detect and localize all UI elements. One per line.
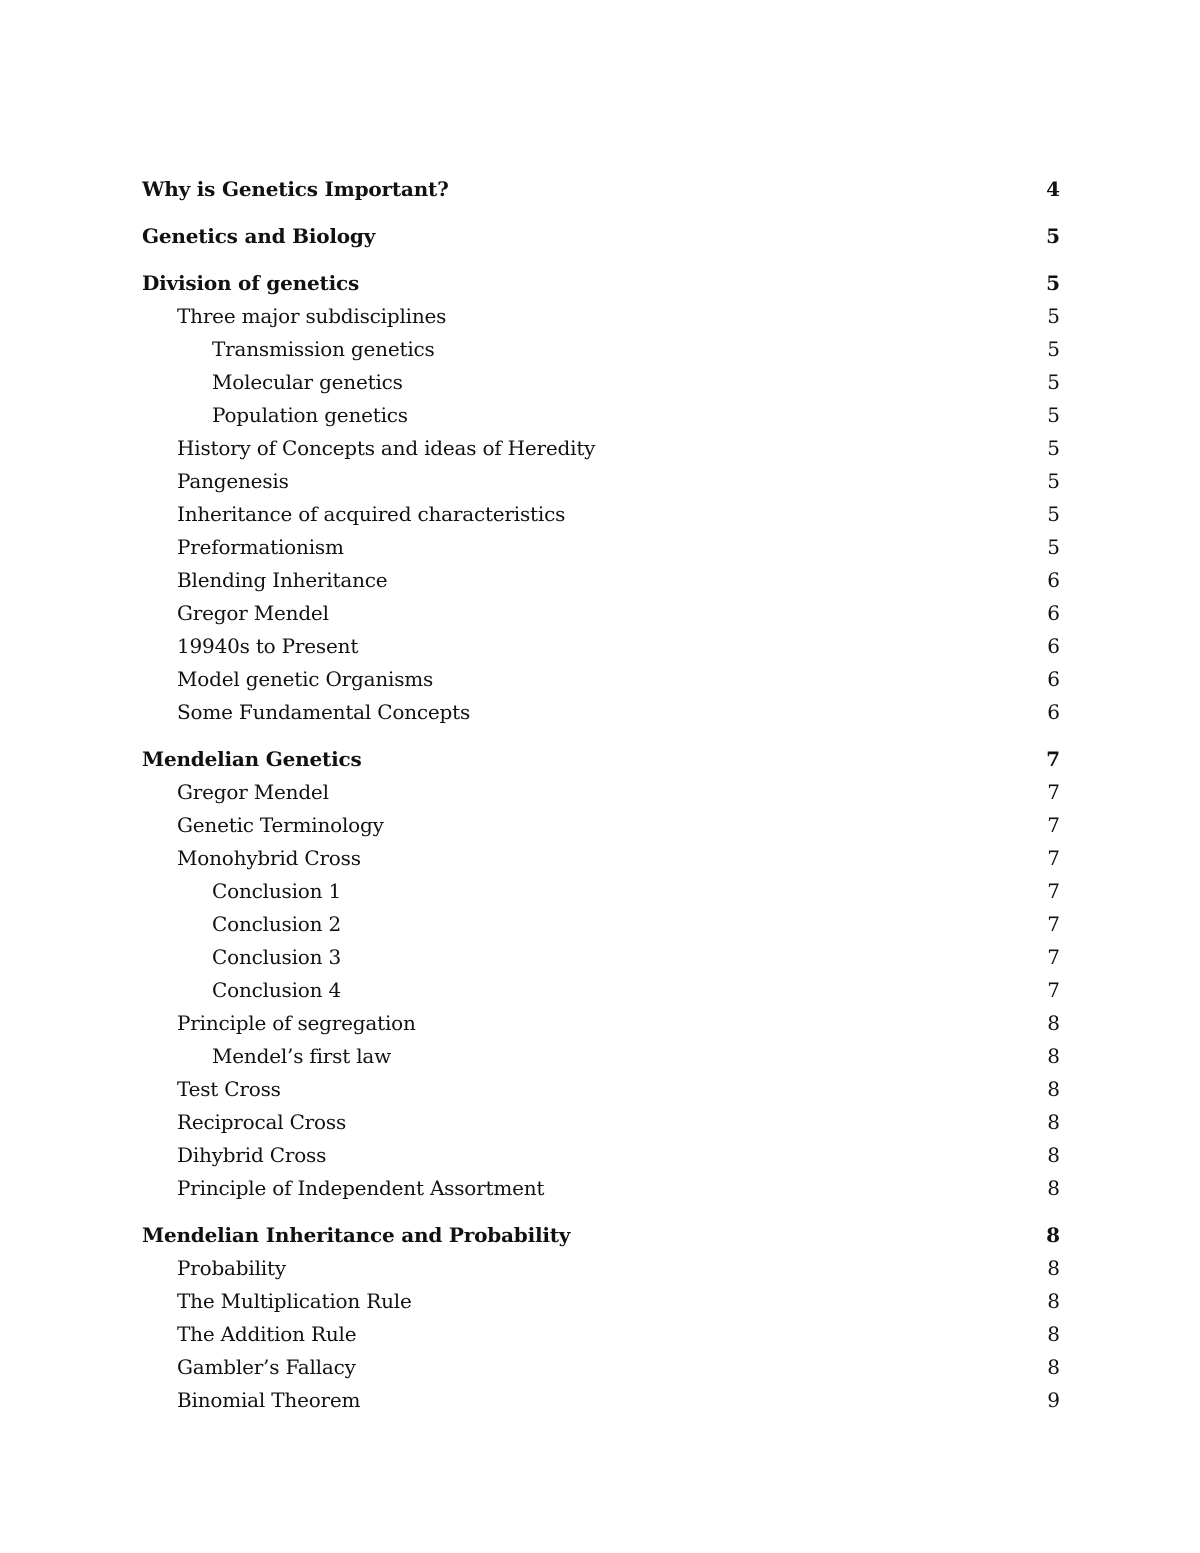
toc-entry-page-number: 4 [1046, 177, 1060, 201]
toc-entry[interactable] [142, 974, 1060, 1007]
toc-entry[interactable] [142, 465, 1060, 498]
toc-entry[interactable] [142, 1219, 1060, 1252]
toc-entry-title: Dihybrid Cross [177, 1143, 327, 1167]
toc-entry[interactable] [142, 1384, 1060, 1417]
toc-entry-page-number: 8 [1047, 1289, 1060, 1313]
toc-entry-page-number: 8 [1047, 1176, 1060, 1200]
toc-entry-title: Preformationism [177, 535, 344, 559]
toc-entry[interactable] [142, 432, 1060, 465]
toc-entry[interactable] [142, 809, 1060, 842]
toc-entry-page-number: 9 [1047, 1388, 1060, 1412]
toc-entry-page-number: 7 [1047, 846, 1060, 870]
toc-entry[interactable] [142, 564, 1060, 597]
toc-entry-page-number: 8 [1047, 1077, 1060, 1101]
toc-entry-page-number: 5 [1047, 535, 1060, 559]
toc-entry[interactable] [142, 1318, 1060, 1351]
toc-entry-page-number: 5 [1047, 337, 1060, 361]
toc-entry-title: Mendel’s first law [212, 1044, 392, 1068]
toc-entry[interactable] [142, 1007, 1060, 1040]
toc-entry-title: Why is Genetics Important? [142, 177, 449, 201]
toc-entry-page-number: 7 [1047, 945, 1060, 969]
toc-entry-page-number: 7 [1047, 780, 1060, 804]
toc-entry-page-number: 8 [1047, 1256, 1060, 1280]
toc-entry-page-number: 8 [1047, 1143, 1060, 1167]
toc-entry-page-number: 8 [1047, 1110, 1060, 1134]
toc-entry-title: Conclusion 2 [212, 912, 341, 936]
toc-entry[interactable] [142, 842, 1060, 875]
toc-entry-title: Monohybrid Cross [177, 846, 361, 870]
toc-entry-page-number: 7 [1047, 978, 1060, 1002]
toc-entry-title: Gregor Mendel [177, 601, 329, 625]
toc-entry[interactable] [142, 267, 1060, 300]
toc-entry-page-number: 5 [1046, 224, 1060, 248]
toc-entry[interactable] [142, 696, 1060, 729]
toc-entry-title: Pangenesis [177, 469, 289, 493]
toc-entry-page-number: 7 [1047, 813, 1060, 837]
toc-entry-title: Mendelian Inheritance and Probability [142, 1223, 571, 1247]
toc-entry-title: Gregor Mendel [177, 780, 329, 804]
toc-entry[interactable] [142, 1040, 1060, 1073]
toc-entry-title: Molecular genetics [212, 370, 403, 394]
toc-entry-page-number: 7 [1047, 879, 1060, 903]
toc-entry-page-number: 6 [1047, 568, 1060, 592]
toc-entry[interactable] [142, 531, 1060, 564]
toc-entry-page-number: 6 [1047, 700, 1060, 724]
toc-entry[interactable] [142, 1172, 1060, 1205]
toc-entry-title: Division of genetics [142, 271, 360, 295]
toc-entry-page-number: 5 [1047, 436, 1060, 460]
toc-entry-title: Binomial Theorem [177, 1388, 361, 1412]
toc-entry[interactable] [142, 220, 1060, 253]
toc-entry-page-number: 6 [1047, 601, 1060, 625]
toc-entry-title: History of Concepts and ideas of Heredity [177, 436, 596, 460]
toc-entry[interactable] [142, 498, 1060, 531]
toc-entry[interactable] [142, 399, 1060, 432]
toc-entry[interactable] [142, 173, 1060, 206]
toc-entry-page-number: 5 [1047, 370, 1060, 394]
toc-entry-title: Three major subdisciplines [177, 304, 447, 328]
toc-entry-page-number: 5 [1047, 304, 1060, 328]
toc-entry[interactable] [142, 776, 1060, 809]
toc-entry-title: Blending Inheritance [177, 568, 388, 592]
toc-entry-page-number: 5 [1046, 271, 1060, 295]
table-of-contents [142, 173, 1060, 1417]
toc-entry-title: Some Fundamental Concepts [177, 700, 471, 724]
toc-entry[interactable] [142, 1139, 1060, 1172]
toc-entry[interactable] [142, 333, 1060, 366]
toc-entry[interactable] [142, 597, 1060, 630]
toc-entry-page-number: 7 [1046, 747, 1060, 771]
toc-entry-page-number: 8 [1047, 1355, 1060, 1379]
toc-entry[interactable] [142, 1106, 1060, 1139]
toc-entry[interactable] [142, 908, 1060, 941]
toc-entry[interactable] [142, 1252, 1060, 1285]
toc-entry[interactable] [142, 1351, 1060, 1384]
toc-entry-title: The Multiplication Rule [177, 1289, 412, 1313]
toc-entry-title: The Addition Rule [177, 1322, 357, 1346]
toc-entry-page-number: 8 [1047, 1011, 1060, 1035]
toc-entry-title: Genetic Terminology [177, 813, 384, 837]
toc-entry-title: Test Cross [177, 1077, 281, 1101]
toc-entry[interactable] [142, 300, 1060, 333]
toc-entry-page-number: 7 [1047, 912, 1060, 936]
toc-entry[interactable] [142, 630, 1060, 663]
toc-entry-page-number: 5 [1047, 502, 1060, 526]
toc-entry-title: Principle of Independent Assortment [177, 1176, 545, 1200]
toc-entry-title: Inheritance of acquired characteristics [177, 502, 566, 526]
toc-entry[interactable] [142, 366, 1060, 399]
toc-entry-page-number: 8 [1046, 1223, 1060, 1247]
toc-entry-page-number: 8 [1047, 1044, 1060, 1068]
toc-entry-page-number: 5 [1047, 469, 1060, 493]
toc-entry-title: Conclusion 3 [212, 945, 341, 969]
toc-entry-page-number: 6 [1047, 667, 1060, 691]
toc-entry-title: Population genetics [212, 403, 408, 427]
toc-entry-title: Principle of segregation [177, 1011, 416, 1035]
toc-entry-title: Transmission genetics [212, 337, 435, 361]
toc-entry[interactable] [142, 1073, 1060, 1106]
toc-entry[interactable] [142, 663, 1060, 696]
toc-entry-title: Mendelian Genetics [142, 747, 362, 771]
toc-entry[interactable] [142, 941, 1060, 974]
toc-entry-page-number: 6 [1047, 634, 1060, 658]
toc-entry-page-number: 5 [1047, 403, 1060, 427]
toc-entry-title: Probability [177, 1256, 286, 1280]
toc-entry[interactable] [142, 1285, 1060, 1318]
toc-entry-title: Conclusion 1 [212, 879, 341, 903]
toc-entry-title: 19940s to Present [177, 634, 359, 658]
toc-entry-title: Reciprocal Cross [177, 1110, 347, 1134]
toc-entry-title: Conclusion 4 [212, 978, 341, 1002]
toc-entry[interactable] [142, 743, 1060, 776]
toc-entry-page-number: 8 [1047, 1322, 1060, 1346]
toc-entry[interactable] [142, 875, 1060, 908]
toc-entry-title: Genetics and Biology [142, 224, 376, 248]
toc-entry-title: Model genetic Organisms [177, 667, 434, 691]
toc-entry-title: Gambler’s Fallacy [177, 1355, 356, 1379]
